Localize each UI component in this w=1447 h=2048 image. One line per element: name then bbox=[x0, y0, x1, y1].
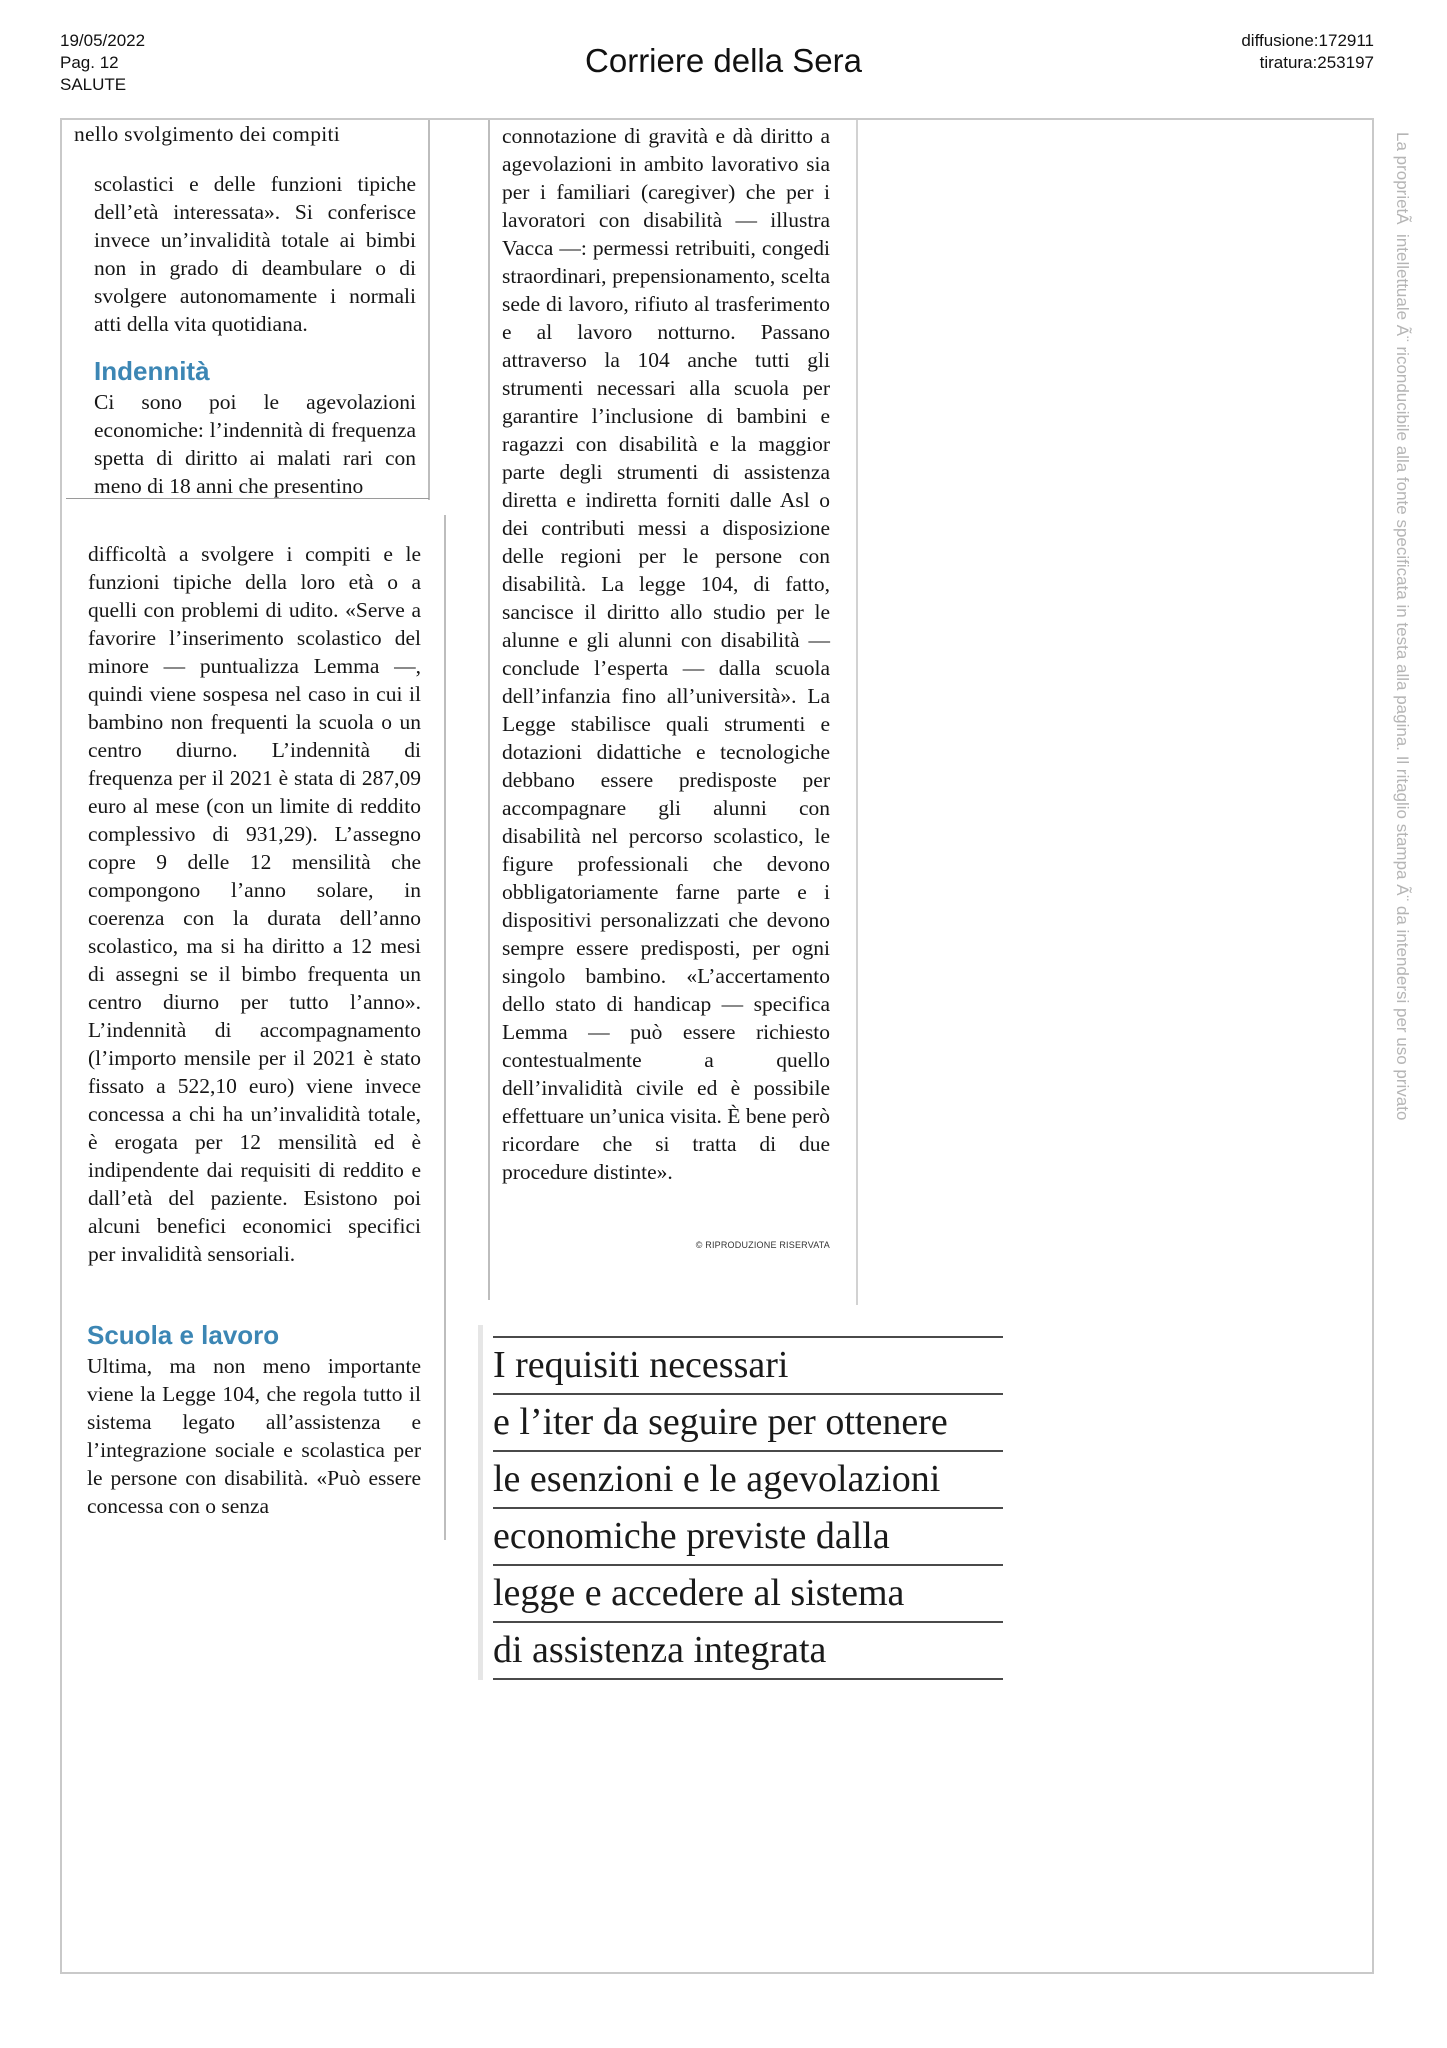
pullquote bbox=[493, 1336, 1003, 1680]
pullquote-shadow bbox=[478, 1325, 483, 1680]
indennita-heading: Indennità bbox=[94, 356, 210, 386]
circulation-tiratura: tiratura:253197 bbox=[1259, 53, 1374, 72]
pullquote-line-3: le esenzioni e le agevolazioni bbox=[493, 1452, 1003, 1509]
clipping-meta-right bbox=[1241, 30, 1374, 74]
pullquote-line-2: e l’iter da seguire per ottenere bbox=[493, 1395, 1003, 1452]
col2-paragraph: connotazione di gravità e dà diritto a agevolazioni in ambito lavorativo sia per i familiari (caregiver) che per i lavoratori con disabilità — illustra Vacca —: permessi retribuiti, congedi straordinari, prepensionamento, scelta sede di lavoro, rifiuto al trasferimento e al lavoro notturno. Passano attraverso la 104 anche tutti gli strumenti necessari alla scuola per garantire l’inclusione di bambini e ragazzi con disabilità e la maggior parte degli strumenti di assistenza diretta e indiretta forniti dalle Asl o dei contributi messi a disposizione delle regioni per le persone con disabilità. La legge 104, di fatto, sancisce il diritto allo studio per le alunne e gli alunni con disabilità — conclude l’esperta — dalla scuola dell’infanzia fino all’università». La Legge stabilisce quali strumenti e dotazioni didattiche e tecnologiche debbano essere predisposte per accompagnare gli alunni con disabilità nel percorso scolastico, le figure professionali che devono obbligatoriamente farne parte e i dispositivi personalizzati che devono sempre essere predisposti, per ogni singolo bambino. «L’accertamento dello stato di handicap — specifica Lemma — può essere richiesto contestualmente a quello dell’invalidità civile ed è possibile effettuare un’unica visita. È bene però ricordare che si tratta di due procedure distinte». bbox=[502, 124, 830, 1184]
indennita-paragraph: Ci sono poi le agevolazioni economiche: l’indennità di frequenza spetta di diritto ai malati rari con meno di 18 anni che presentino bbox=[94, 390, 416, 498]
article-clip-3 bbox=[490, 120, 860, 1300]
newspaper-masthead: Corriere della Sera bbox=[585, 42, 862, 79]
pullquote-line-6: di assistenza integrata bbox=[493, 1623, 1003, 1680]
reproduction-credit: © RIPRODUZIONE RISERVATA bbox=[695, 1240, 830, 1250]
clipping-section: SALUTE bbox=[60, 75, 127, 94]
article-clip-2 bbox=[80, 540, 446, 1530]
clip1-bottom-edge bbox=[66, 498, 429, 499]
pullquote-line-5: legge e accedere al sistema bbox=[493, 1566, 1003, 1623]
pullquote-line-1: I requisiti necessari bbox=[493, 1338, 1003, 1395]
pullquote-line-4: economiche previste dalla bbox=[493, 1509, 1003, 1566]
clip1-edge bbox=[428, 120, 430, 500]
clip2-paragraph: difficoltà a svolgere i compiti e le funzioni tipiche della loro età o a quelli con problemi di udito. «Serve a favorire l’inserimento scolastico del minore — puntualizza Lemma —, quindi viene sospesa nel caso in cui il bambino non frequenti la scuola o un centro diurno. L’indennità di frequenza per il 2021 è stata di 287,09 euro al mese (con un limite di reddito complessivo di 931,29). L’assegno copre 9 delle 12 mensilità che compongono l’anno solare, in coerenza con la durata dell’anno scolastico, ma si ha diritto a 12 mesi di assegni se il bimbo frequenta un centro diurno per tutto l’anno». L’indennità di accompagnamento (l’importo mensile per il 2021 è stato fissato a 522,10 euro) viene invece concessa a chi ha un’invalidità totale, è erogata per 12 mensilità ed è indipendente dai requisiti di reddito e dall’età del paziente. Esistono poi alcuni benefici economici specifici per invalidità sensoriali. bbox=[88, 542, 421, 1266]
scuola-lavoro-heading: Scuola e lavoro bbox=[87, 1320, 280, 1350]
clip3-left-edge bbox=[488, 120, 490, 1300]
clip1-paragraph: scolastici e delle funzioni tipiche dell’età interessata». Si conferisce invece un’invalidità totale ai bimbi non in grado di deambulare o di svolgere autonomamente i normali atti della vita quotidiana. bbox=[94, 172, 416, 336]
circulation-diffusione: diffusione:172911 bbox=[1241, 31, 1374, 50]
scuola-lavoro-paragraph: Ultima, ma non meno importante viene la Legge 104, che regola tutto il sistema legato all’assistenza e l’integrazione sociale e scolastica per le persone con disabilità. «Può essere concessa con o senza bbox=[87, 1354, 421, 1518]
clip1-top-line: nello svolgimento dei compiti bbox=[74, 122, 341, 146]
clip3-right-edge bbox=[856, 120, 858, 1305]
clip2-edge bbox=[444, 515, 446, 1540]
article-clip-1 bbox=[66, 120, 426, 500]
clipping-page: Pag. 12 bbox=[60, 53, 119, 72]
copyright-watermark: La proprietÃ intellettuale Ã¨ riconducibile alla fonte specificata in testa alla pagina. Il ritaglio stampa Ã¨ da intendersi per uso privato bbox=[1393, 132, 1412, 1121]
clipping-date: 19/05/2022 bbox=[60, 31, 146, 50]
